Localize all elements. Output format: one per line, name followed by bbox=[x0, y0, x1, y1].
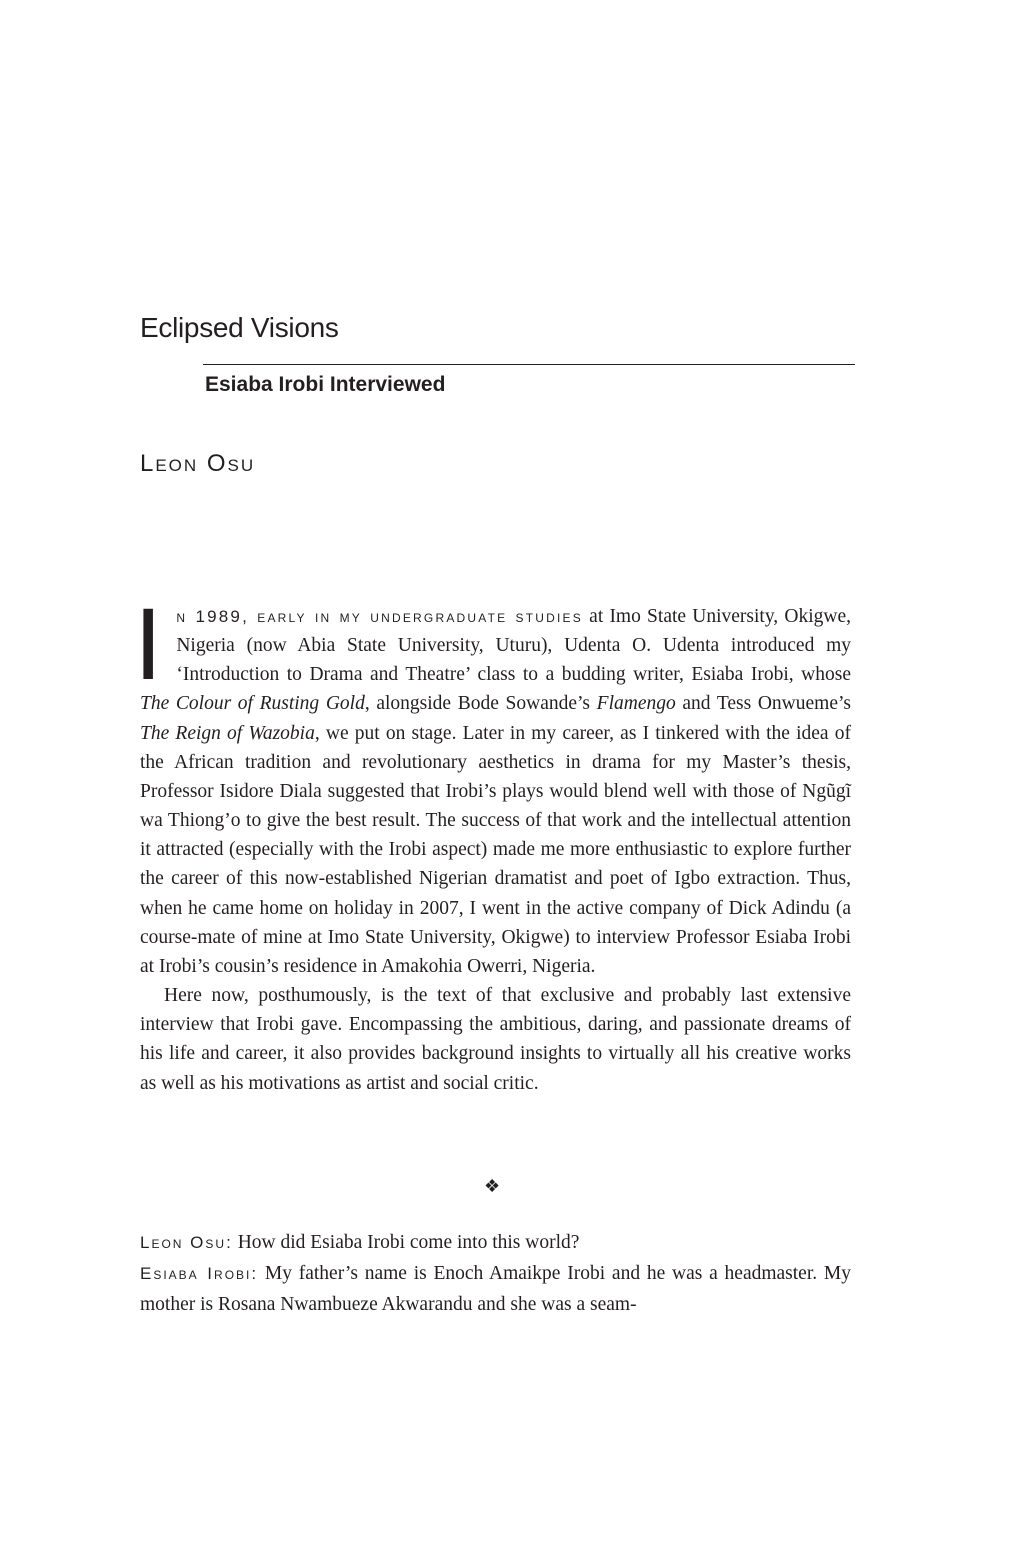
text-run: , we put on stage. Later in my career, as I tinkered with the idea of the African tradition and revolutionary aesthetics in drama for my Master’s thesis, Professor Isidore Diala suggested that Irobi’s plays would blend well with those of Ngũgĩ wa Thiong’o to give the best result. The success of that work and the intellectual attention it attracted (especially with the Irobi aspect) made me more enthusiastic to explore further the career of this now-established Nigerian dramatist and poet of Igbo extraction. Thus, when he came home on holiday in 2007, I went in the active company of Dick Adindu (a course-mate of mine at Imo State University, Okigwe) to interview Professor Esiaba Irobi at Irobi’s cousin’s residence in Amakohia Owerri, Nigeria. bbox=[140, 722, 851, 977]
speaker-label: Leon Osu: bbox=[140, 1233, 233, 1252]
interview-turn bbox=[140, 1258, 851, 1320]
speaker-text: How did Esiaba Irobi come into this world? bbox=[232, 1232, 580, 1253]
speaker-label: Esiaba Irobi: bbox=[140, 1264, 259, 1283]
author-name-text: Leon Osu bbox=[140, 450, 256, 477]
intro-paragraph-2: Here now, posthumously, is the text of that exclusive and probably last extensive interview that Irobi gave. Encompassing the ambitious, daring, and passionate dreams of his life and career, it also provides background insights to virtually all his creative works as well as his motivations as artist and social critic. bbox=[140, 985, 851, 1094]
interview-turn bbox=[140, 1227, 851, 1258]
interview-body bbox=[140, 1227, 851, 1320]
chapter-subtitle: Esiaba Irobi Interviewed bbox=[205, 373, 446, 396]
speaker-text: My father’s name is Enoch Amaikpe Irobi and he was a headmaster. My mother is Rosana Nwambueze Akwarandu and she was a seam- bbox=[140, 1263, 851, 1315]
text-run: , alongside Bode Sowande’s bbox=[364, 693, 597, 715]
author-name bbox=[140, 450, 255, 478]
intro-body bbox=[134, 587, 851, 1098]
text-run: at Imo State University, Okigwe, Nigeria (now Abia State University, Uturu), Udenta O. Udenta introduced my ‘Introduction to Drama and Theatre’ class to a budding writer, Esiaba Irobi, whose bbox=[176, 606, 851, 686]
section-separator-icon: ❖ bbox=[484, 1176, 501, 1196]
work-title: The Colour of Rusting Gold bbox=[140, 693, 365, 715]
work-title: The Reign of Wazobia bbox=[140, 722, 315, 744]
opening-small-caps: n 1989, early in my undergraduate studies bbox=[176, 607, 583, 626]
work-title: Flamengo bbox=[596, 693, 676, 715]
title-rule bbox=[203, 364, 855, 365]
chapter-title: Eclipsed Visions bbox=[140, 312, 339, 343]
drop-cap: I bbox=[134, 587, 163, 701]
text-run: and Tess Onwueme’s bbox=[675, 693, 851, 715]
intro-paragraph-1 bbox=[134, 587, 851, 981]
